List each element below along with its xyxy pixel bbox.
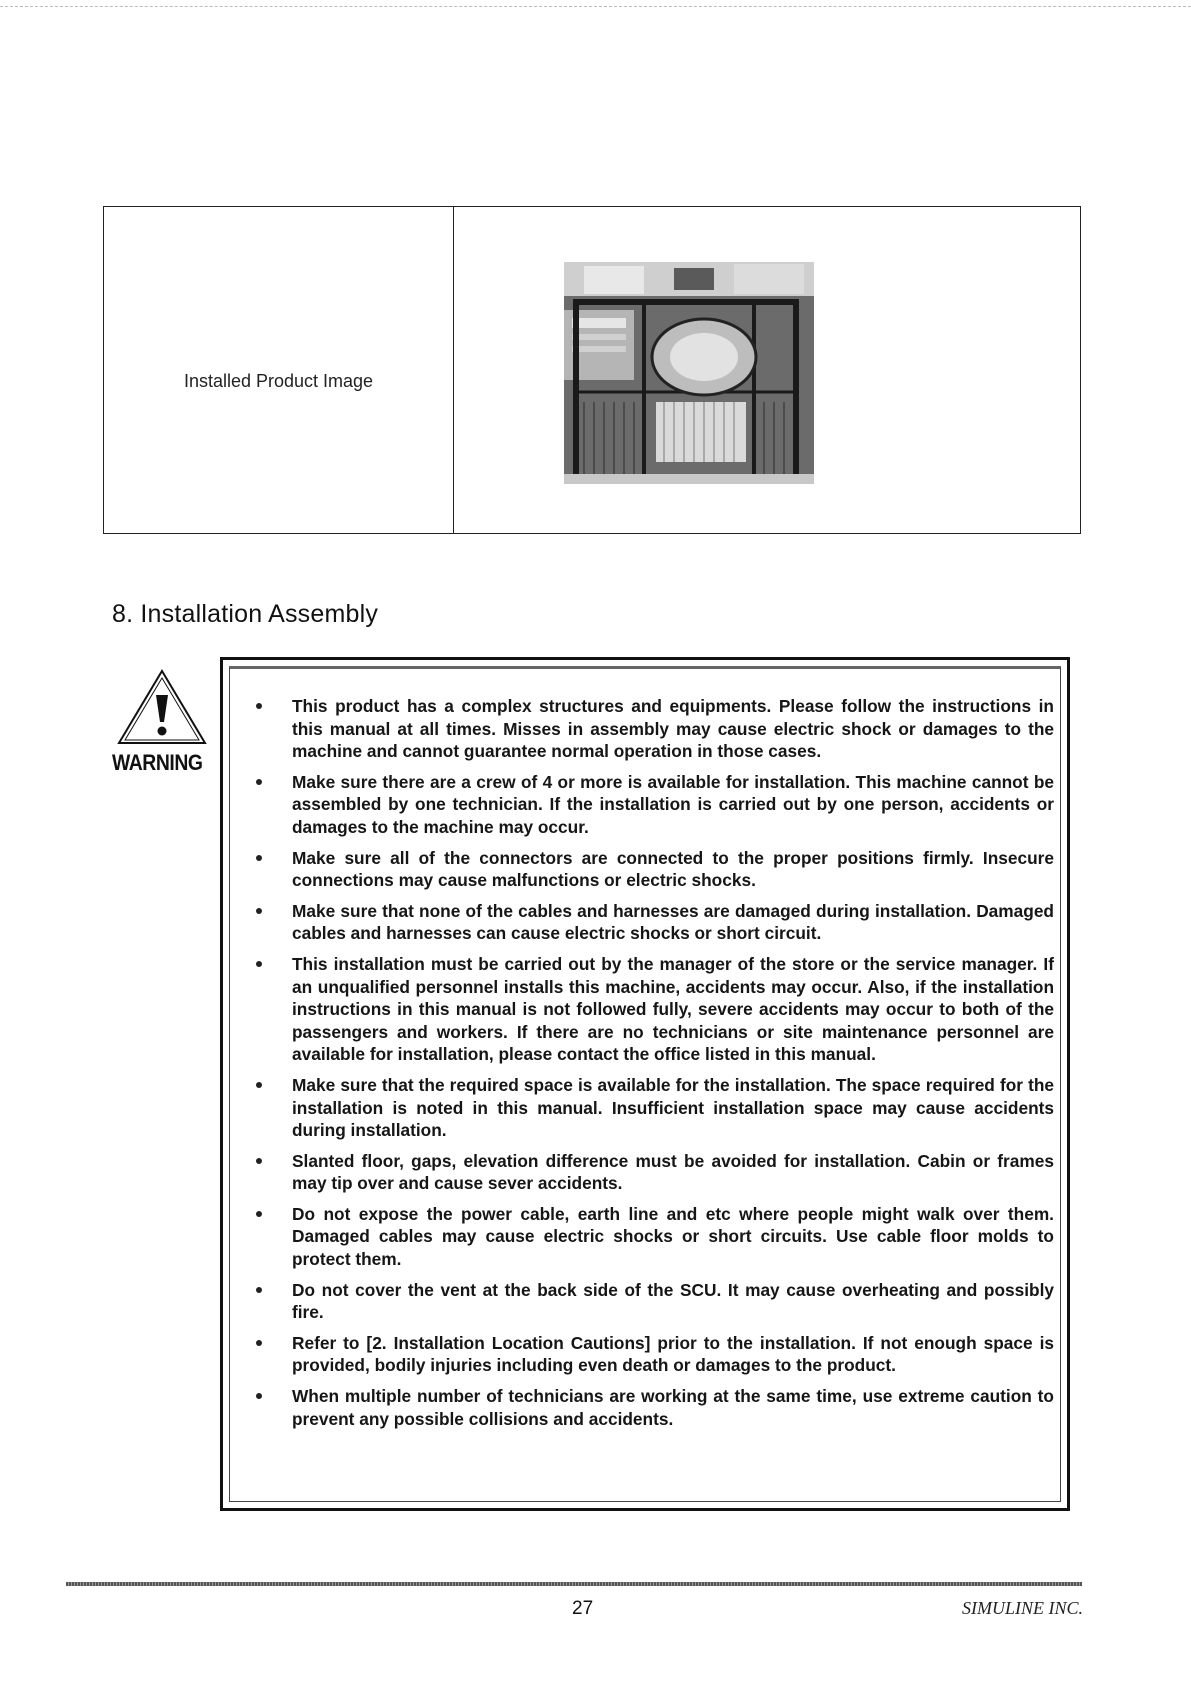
warning-item [256, 847, 1054, 892]
warning-badge [112, 668, 220, 776]
bullet-icon [256, 703, 262, 709]
warning-item-text: Make sure that none of the cables and harnesses are damaged during installation. Damaged cables and harnesses can cause electric shocks or short circuit. [292, 900, 1054, 944]
warning-item [256, 900, 1054, 945]
warning-item-text: Refer to [2. Installation Location Cautions] prior to the installation. If not enough space is provided, bodily injuries including even death or damages to the product. [292, 1332, 1054, 1376]
installed-product-photo [564, 262, 814, 484]
installed-product-table [103, 206, 1081, 534]
warning-item [256, 771, 1054, 839]
footer-rule [66, 1582, 1082, 1586]
warning-item-text: This product has a complex structures and equipments. Please follow the instructions in this manual at all times. Misses in assembly may cause electric shock or damages to the machine and cannot guarantee normal operation in those cases. [292, 696, 1054, 762]
bullet-icon [256, 1082, 262, 1088]
warning-item-text: Make sure there are a crew of 4 or more is available for installation. This machine cannot be assembled by one technician. If the installation is carried out by one person, accidents or damages to the machine may occur. [292, 771, 1054, 837]
warning-item [256, 1332, 1054, 1377]
bullet-icon [256, 1287, 262, 1293]
warning-item-text: When multiple number of technicians are working at the same time, use extreme caution to prevent any possible collisions and accidents. [292, 1386, 1054, 1429]
warning-label: WARNING [112, 750, 203, 775]
warning-item-text: Do not expose the power cable, earth line and etc where people might walk over them. Damaged cables may cause electric shocks or short circuits. Use cable floor molds to protect them. [292, 1203, 1054, 1270]
bullet-icon [256, 1158, 262, 1164]
bullet-icon [256, 855, 262, 861]
page-number: 27 [572, 1598, 594, 1619]
product-photo-illustration [564, 262, 814, 484]
bullet-icon [256, 779, 262, 785]
warning-item [256, 1150, 1054, 1195]
bullet-icon [256, 908, 262, 914]
product-label-cell [104, 207, 454, 533]
product-image-label: Installed Product Image [183, 370, 374, 391]
product-image-cell [454, 207, 1080, 533]
warning-item-text: Make sure all of the connectors are connected to the proper positions firmly. Insecure connections may cause malfunctions or electric shocks. [292, 847, 1054, 891]
bullet-icon [256, 1211, 262, 1217]
warning-item-text: Do not cover the vent at the back side of the SCU. It may cause overheating and possibly fire. [292, 1279, 1054, 1323]
company-name: SIMULINE INC. [962, 1598, 1083, 1618]
bullet-icon [256, 1393, 262, 1399]
warning-item [256, 695, 1054, 763]
section-title: 8. Installation Assembly [112, 600, 379, 628]
warning-item-text: This installation must be carried out by the manager of the store or the service manager. If an unqualified personnel installs this machine, accidents may occur. Also, if the installation instructions in this manual is not followed fully, severe accidents may occur to both of the passengers and workers. If there are no technicians or site maintenance personnel are available for installation, please contact the office listed in this manual. [292, 953, 1054, 1065]
warning-item [256, 1279, 1054, 1324]
bullet-icon [256, 1340, 262, 1346]
warning-item [256, 953, 1054, 1066]
warning-box-inner [229, 666, 1061, 1502]
warning-item [256, 1385, 1054, 1430]
warning-item [256, 1074, 1054, 1142]
warning-item-text: Make sure that the required space is available for the installation. The space required for the installation is noted in this manual. Insufficient installation space may cause accidents during installation. [292, 1074, 1054, 1141]
warning-item-text: Slanted floor, gaps, elevation difference must be avoided for installation. Cabin or frames may tip over and cause sever accidents. [292, 1150, 1054, 1194]
top-scan-rule [0, 6, 1191, 7]
warning-triangle-icon [116, 668, 208, 746]
bullet-icon [256, 961, 262, 967]
warning-box [220, 657, 1070, 1511]
warning-list [230, 669, 1060, 1430]
warning-item [256, 1203, 1054, 1271]
